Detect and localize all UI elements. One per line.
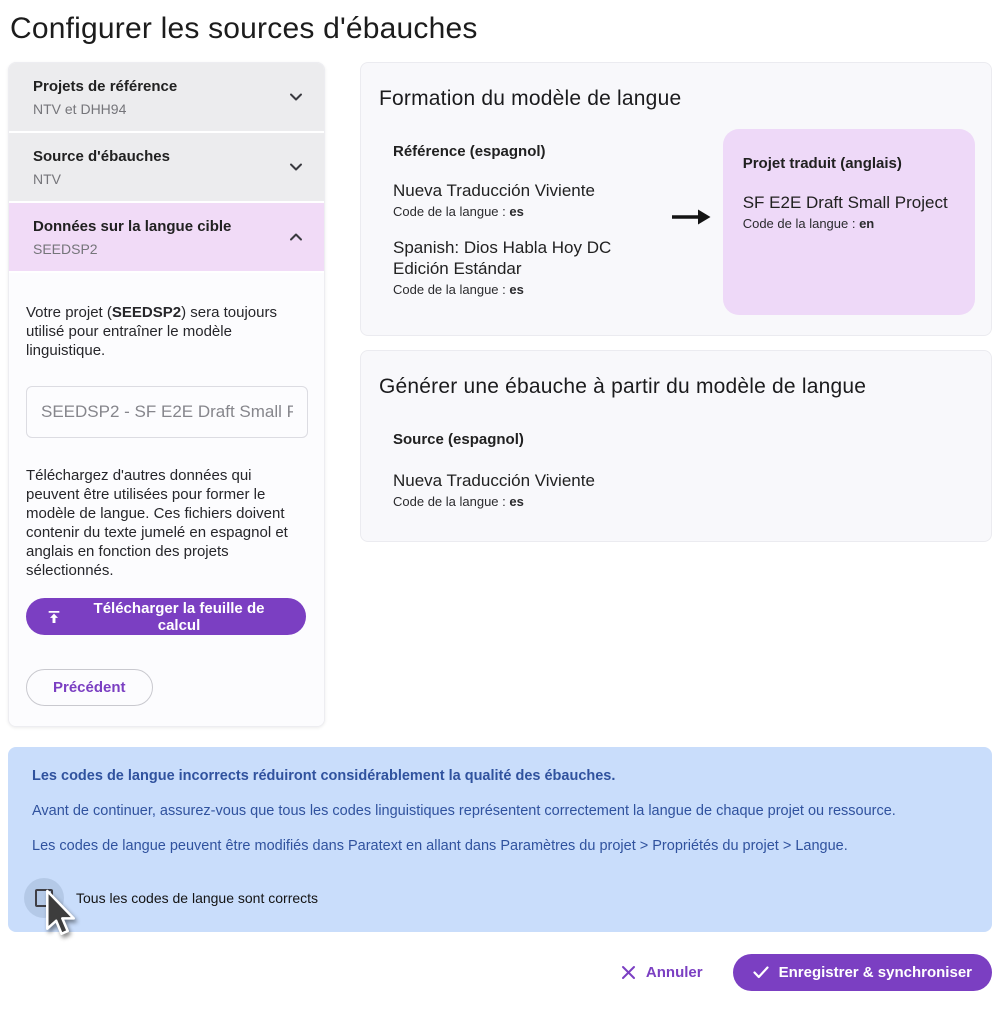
- notice-line2: Avant de continuer, assurez-vous que tous les codes linguistiques représentent correctement la langue de chaque projet ou ressource.: [32, 803, 896, 819]
- target-project-input[interactable]: [26, 386, 308, 438]
- upload-help-text: Téléchargez d'autres données qui peuvent être utilisées pour former le modèle de langue. Ces fichiers doivent contenir du texte jumelé en espagnol et anglais en fonction des projets sélectionnés.: [26, 467, 288, 579]
- project-name: Nueva Traducción Viviente: [393, 181, 595, 200]
- action-bar: [8, 954, 992, 991]
- section-value: NTV et DHH94: [33, 101, 127, 117]
- source-label: Source (espagnol): [393, 431, 524, 448]
- draft-card-title: Générer une ébauche à partir du modèle de langue: [379, 375, 867, 398]
- cancel-button-label: Annuler: [645, 964, 703, 981]
- project-intro-text: Votre projet (SEEDSP2) sera toujours utilisé pour entraîner le modèle linguistique.: [26, 304, 277, 359]
- reference-column: [393, 129, 669, 315]
- save-button-label: Enregistrer & synchroniser: [778, 964, 972, 981]
- chevron-up-icon: [288, 229, 304, 245]
- upload-icon: [46, 609, 62, 625]
- checkbox-hover-halo: [24, 878, 64, 918]
- back-button[interactable]: [26, 669, 153, 706]
- section-label: Données sur la langue cible: [33, 218, 232, 235]
- language-code: es: [509, 494, 524, 509]
- checkbox-label: Tous les codes de langue sont corrects: [76, 889, 319, 906]
- language-codes-notice: [8, 747, 992, 932]
- right-arrow-icon: [669, 129, 713, 315]
- language-codes-checkbox[interactable]: [35, 889, 53, 907]
- language-code-line: Code de la langue : es: [393, 204, 524, 219]
- language-code-line: Code de la langue : es: [393, 282, 524, 297]
- sidebar-section-reference-projects[interactable]: [9, 63, 324, 133]
- section-value: SEEDSP2: [33, 241, 98, 257]
- target-language-panel: [9, 273, 324, 726]
- page-title: Configurer les sources d'ébauches: [10, 12, 478, 45]
- sidebar-section-draft-source[interactable]: [9, 133, 324, 203]
- section-label: Source d'ébauches: [33, 148, 170, 165]
- notice-line3: Les codes de langue peuvent être modifiés dans Paratext en allant dans Paramètres du projet > Propriétés du projet > Langue.: [32, 838, 848, 854]
- cancel-button[interactable]: [621, 964, 703, 981]
- language-code-line: Code de la langue : es: [393, 494, 524, 509]
- main-area: [360, 62, 992, 542]
- chevron-down-icon: [288, 159, 304, 175]
- project-name: Nueva Traducción Viviente: [393, 471, 595, 490]
- language-code: en: [859, 216, 875, 231]
- chevron-down-icon: [288, 89, 304, 105]
- back-button-label: Précédent: [53, 679, 126, 696]
- translated-project-panel: [723, 129, 975, 315]
- project-name: SF E2E Draft Small Project: [742, 193, 948, 212]
- notice-warning-text: Les codes de langue incorrects réduiront considérablement la qualité des ébauches.: [32, 768, 616, 784]
- draft-source-column: [393, 417, 975, 521]
- reference-item: [393, 180, 669, 219]
- draft-generation-card: [360, 350, 992, 542]
- language-code: es: [509, 282, 524, 297]
- upload-button-label: Télécharger la feuille de calcul: [93, 599, 265, 634]
- section-label: Projets de référence: [33, 78, 178, 95]
- section-value: NTV: [33, 171, 61, 187]
- sidebar-section-target-language-data[interactable]: [9, 203, 324, 273]
- content-layout: [8, 62, 992, 727]
- reference-item: [393, 237, 669, 297]
- language-model-training-card: [360, 62, 992, 336]
- language-code: es: [509, 204, 524, 219]
- language-code-line: Code de la langue : en: [742, 216, 875, 231]
- close-icon: [621, 965, 636, 980]
- upload-spreadsheet-button[interactable]: [26, 598, 306, 635]
- translated-label: Projet traduit (anglais): [742, 155, 902, 172]
- configuration-sidebar: [8, 62, 325, 727]
- check-icon: [753, 966, 769, 979]
- save-and-sync-button[interactable]: [733, 954, 992, 991]
- training-card-title: Formation du modèle de langue: [379, 87, 682, 110]
- confirm-codes-row: [24, 872, 968, 924]
- reference-label: Référence (espagnol): [393, 143, 546, 160]
- project-name: Spanish: Dios Habla Hoy DC Edición Estándar: [393, 238, 612, 278]
